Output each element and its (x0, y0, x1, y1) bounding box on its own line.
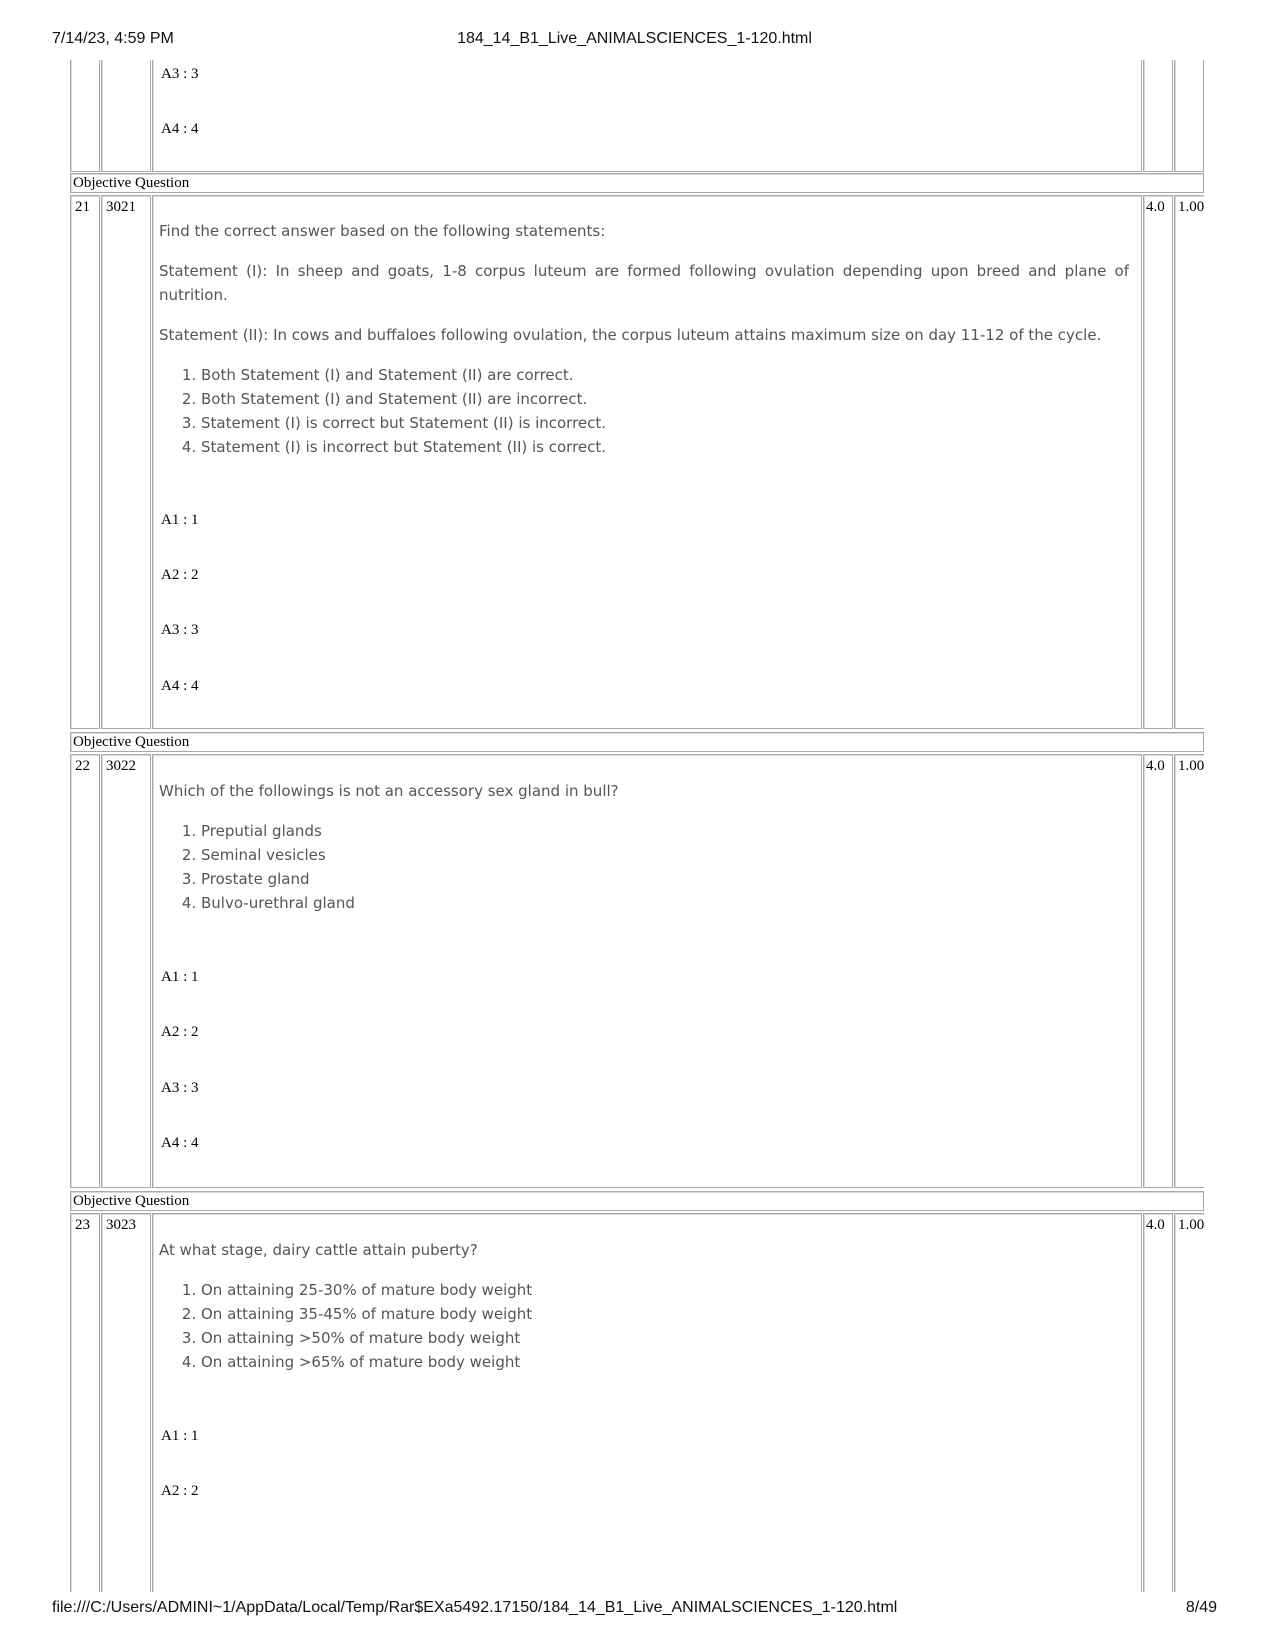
option-item: 2. Both Statement (I) and Statement (II) are incorrect. (201, 387, 1129, 411)
partial-sno-cell (70, 60, 100, 172)
statement-2: Statement (II): In cows and buffaloes following ovulation, the corpus luteum attains maximum size on day 11-12 of the cycle. (159, 326, 1102, 344)
answer-option: A2 : 2 (161, 1483, 199, 1499)
question-marks: 4.0 (1143, 1213, 1173, 1592)
option-item: 1. Both Statement (I) and Statement (II) are correct. (201, 363, 1129, 387)
question-intro: At what stage, dairy cattle attain puberty? (159, 1241, 478, 1259)
section-label: Objective Question (70, 732, 1204, 752)
answer-option: A2 : 2 (161, 567, 199, 583)
question-body (152, 195, 1142, 729)
question-intro: Find the correct answer based on the following statements: (159, 222, 606, 240)
answer-option: A2 : 2 (161, 1024, 199, 1040)
partial-qid-cell (101, 60, 151, 172)
answer-option: A1 : 1 (161, 1428, 199, 1444)
option-item: 2. Seminal vesicles (201, 843, 1129, 867)
question-id: 3021 (101, 195, 151, 729)
partial-question-cell (152, 60, 1142, 172)
question-negative: 1.00 (1174, 195, 1204, 729)
answer-option: A4 : 4 (161, 678, 199, 694)
print-datetime: 7/14/23, 4:59 PM (52, 30, 174, 47)
statement-1: Statement (I): In sheep and goats, 1-8 corpus luteum are formed following ovulation depending upon breed and plane of nutrition. (159, 262, 1129, 304)
answer-option: A4 : 4 (161, 121, 199, 137)
option-item: 4. Statement (I) is incorrect but Statement (II) is correct. (201, 435, 1129, 459)
question-marks: 4.0 (1143, 754, 1173, 1188)
section-label: Objective Question (70, 173, 1204, 193)
option-item: 1. Preputial glands (201, 819, 1129, 843)
option-item: 4. On attaining >65% of mature body weight (201, 1350, 1129, 1374)
option-item: 2. On attaining 35-45% of mature body weight (201, 1302, 1129, 1326)
question-negative: 1.00 (1174, 754, 1204, 1188)
option-item: 3. On attaining >50% of mature body weight (201, 1326, 1129, 1350)
print-page-number: 8/49 (1185, 1599, 1217, 1616)
question-text (159, 779, 1129, 915)
question-body (152, 754, 1142, 1188)
print-header (52, 30, 1217, 50)
question-marks: 4.0 (1143, 195, 1173, 729)
question-serial: 22 (70, 754, 100, 1188)
print-file-path: file:///C:/Users/ADMINI~1/AppData/Local/Temp/Rar$EXa5492.17150/184_14_B1_Live_ANIMALSCIENCES_1-120.html (52, 1599, 898, 1616)
question-intro: Which of the followings is not an accessory sex gland in bull? (159, 782, 619, 800)
question-body (152, 1213, 1142, 1592)
option-item: 1. On attaining 25-30% of mature body weight (201, 1278, 1129, 1302)
print-footer (52, 1599, 1217, 1619)
answer-option: A1 : 1 (161, 512, 199, 528)
question-table (70, 60, 1204, 1592)
answer-option: A1 : 1 (161, 969, 199, 985)
answer-option: A3 : 3 (161, 1080, 199, 1096)
option-item: 4. Bulvo-urethral gland (201, 891, 1129, 915)
options-list (159, 1278, 1129, 1374)
question-serial: 23 (70, 1213, 100, 1592)
question-serial: 21 (70, 195, 100, 729)
answer-option: A3 : 3 (161, 66, 199, 82)
partial-marks-cell (1143, 60, 1173, 172)
question-negative: 1.00 (1174, 1213, 1204, 1592)
question-text (159, 1238, 1129, 1374)
question-id: 3022 (101, 754, 151, 1188)
partial-neg-cell (1174, 60, 1204, 172)
question-text (159, 219, 1129, 459)
question-id: 3023 (101, 1213, 151, 1592)
answer-option: A4 : 4 (161, 1135, 199, 1151)
option-item: 3. Statement (I) is correct but Statement (II) is incorrect. (201, 411, 1129, 435)
print-doc-title: 184_14_B1_Live_ANIMALSCIENCES_1-120.html (457, 30, 812, 47)
section-label: Objective Question (70, 1191, 1204, 1211)
options-list (159, 363, 1129, 459)
options-list (159, 819, 1129, 915)
option-item: 3. Prostate gland (201, 867, 1129, 891)
answer-option: A3 : 3 (161, 622, 199, 638)
